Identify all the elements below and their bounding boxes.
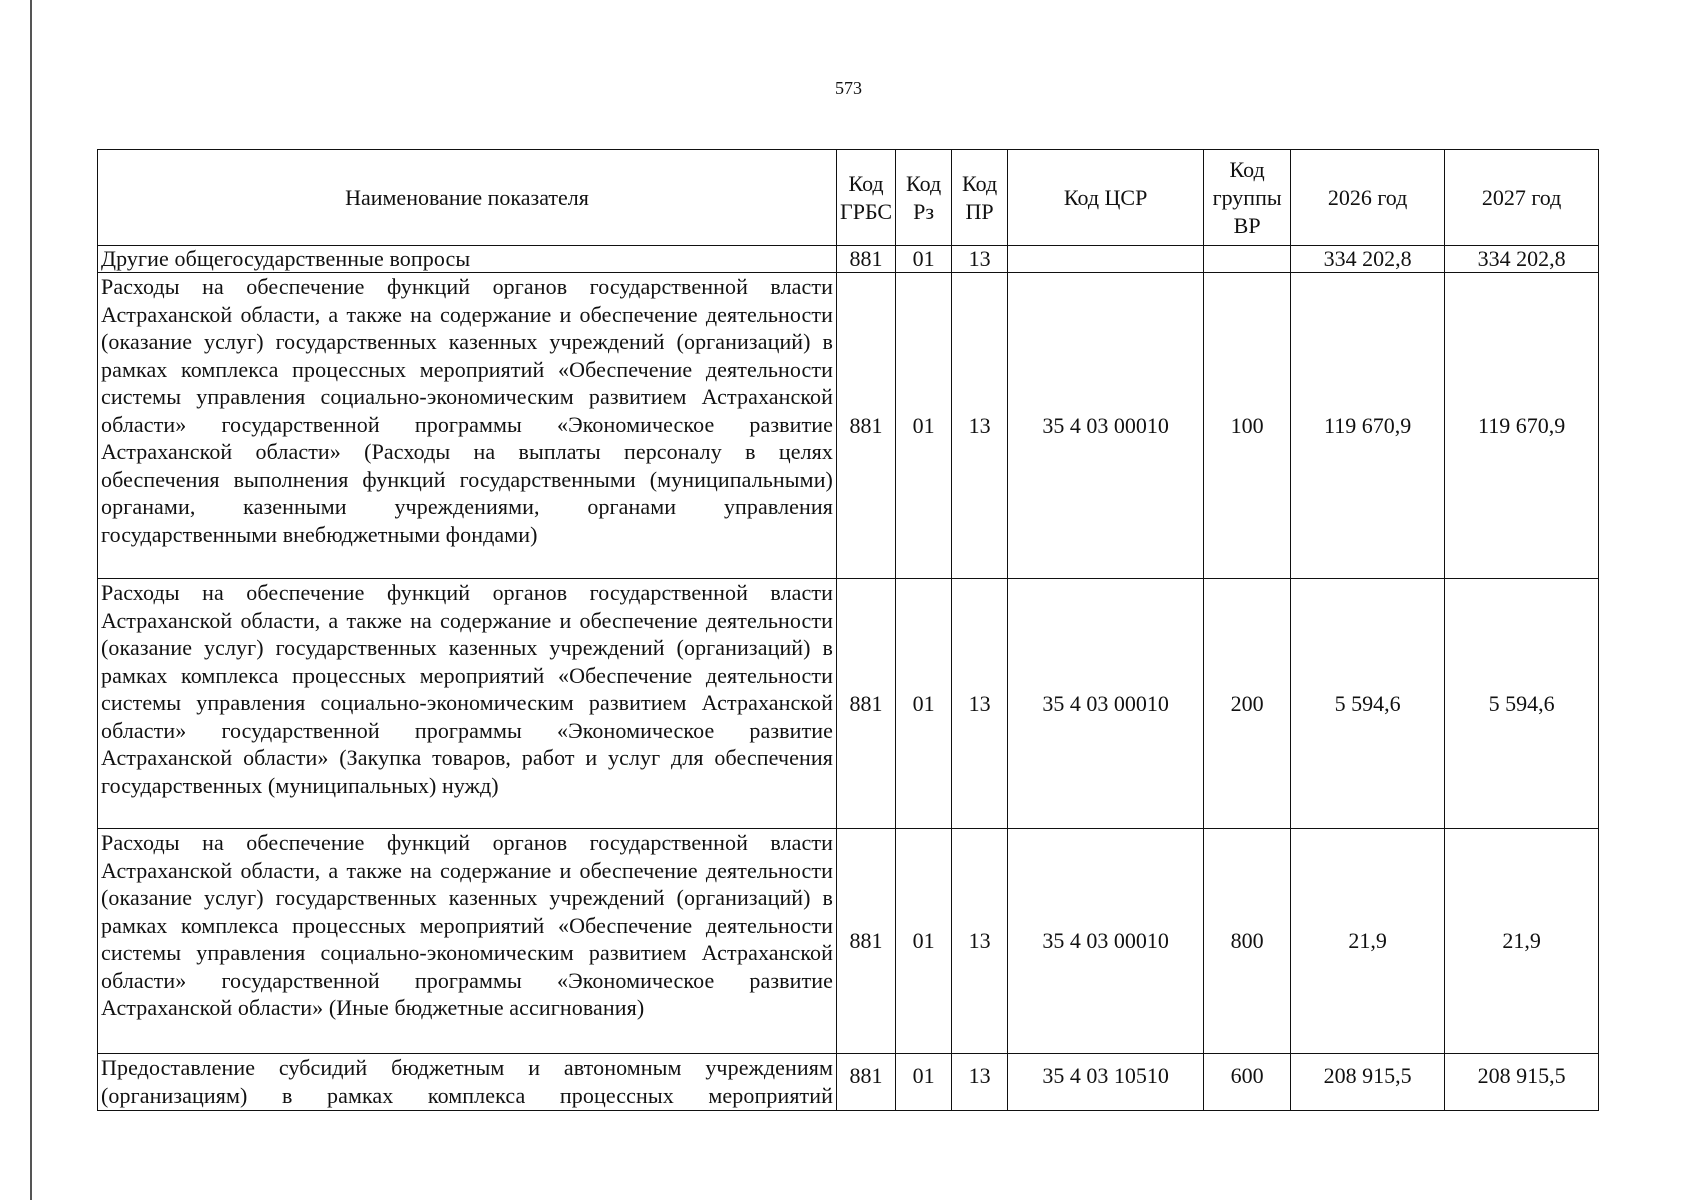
table-row: [98, 273, 1599, 579]
header-grbs: Код ГРБС: [837, 150, 896, 246]
row-2026: 334 202,8: [1291, 246, 1445, 273]
header-pr: Код ПР: [952, 150, 1008, 246]
row-pr: 13: [952, 273, 1008, 579]
table-row: [98, 246, 1599, 273]
row-csr: 35 4 03 10510: [1008, 1054, 1204, 1111]
row-pr: 13: [952, 1054, 1008, 1111]
row-grbs: 881: [837, 579, 896, 829]
row-vr: 600: [1204, 1054, 1291, 1111]
row-rz: 01: [896, 829, 952, 1054]
header-vr: Код группы ВР: [1204, 150, 1291, 246]
row-vr: 200: [1204, 579, 1291, 829]
row-vr: 800: [1204, 829, 1291, 1054]
row-grbs: 881: [837, 829, 896, 1054]
table-row: [98, 829, 1599, 1054]
row-2026: 21,9: [1291, 829, 1445, 1054]
row-pr: 13: [952, 829, 1008, 1054]
header-2026: 2026 год: [1291, 150, 1445, 246]
row-2026: 119 670,9: [1291, 273, 1445, 579]
row-csr: [1008, 246, 1204, 273]
page-number: 573: [835, 78, 862, 98]
row-csr: 35 4 03 00010: [1008, 829, 1204, 1054]
row-csr: 35 4 03 00010: [1008, 273, 1204, 579]
budget-table: [97, 149, 1599, 1111]
row-name: Расходы на обеспечение функций органов государственной власти Астраханской области, а также на содержание и обеспечение деятельности (оказание услуг) государственных казенных учреждений (организаций) в рамках комплекса процессных мероприятий «Обеспечение деятельности системы управления социально-экономическим развитием Астраханской области» государственной программы «Экономическое развитие Астраханской области» (Закупка товаров, работ и услуг для обеспечения государственных (муниципальных) нужд): [98, 579, 837, 829]
row-grbs: 881: [837, 1054, 896, 1111]
row-2027: 5 594,6: [1445, 579, 1599, 829]
row-name: Предоставление субсидий бюджетным и автономным учреждениям (организациям) в рамках комплекса процессных мероприятий: [98, 1054, 837, 1111]
row-rz: 01: [896, 1054, 952, 1111]
row-rz: 01: [896, 579, 952, 829]
row-2027: 119 670,9: [1445, 273, 1599, 579]
row-2026: 5 594,6: [1291, 579, 1445, 829]
row-name: Другие общегосударственные вопросы: [98, 246, 837, 273]
row-2027: 21,9: [1445, 829, 1599, 1054]
row-rz: 01: [896, 246, 952, 273]
row-pr: 13: [952, 246, 1008, 273]
row-grbs: 881: [837, 273, 896, 579]
table-header-row: [98, 150, 1599, 246]
row-grbs: 881: [837, 246, 896, 273]
row-csr: 35 4 03 00010: [1008, 579, 1204, 829]
row-2027: 334 202,8: [1445, 246, 1599, 273]
header-2027: 2027 год: [1445, 150, 1599, 246]
row-rz: 01: [896, 273, 952, 579]
header-name: Наименование показателя: [98, 150, 837, 246]
table-row: [98, 1054, 1599, 1111]
table-row: [98, 579, 1599, 829]
row-vr: [1204, 246, 1291, 273]
row-name: Расходы на обеспечение функций органов государственной власти Астраханской области, а также на содержание и обеспечение деятельности (оказание услуг) государственных казенных учреждений (организаций) в рамках комплекса процессных мероприятий «Обеспечение деятельности системы управления социально-экономическим развитием Астраханской области» государственной программы «Экономическое развитие Астраханской области» (Иные бюджетные ассигнования): [98, 829, 837, 1054]
row-vr: 100: [1204, 273, 1291, 579]
row-name: Расходы на обеспечение функций органов государственной власти Астраханской области, а также на содержание и обеспечение деятельности (оказание услуг) государственных казенных учреждений (организаций) в рамках комплекса процессных мероприятий «Обеспечение деятельности системы управления социально-экономическим развитием Астраханской области» государственной программы «Экономическое развитие Астраханской области» (Расходы на выплаты персоналу в целях обеспечения выполнения функций государственными (муниципальными) органами, казенными учреждениями, органами управления государственными внебюджетными фондами): [98, 273, 837, 579]
row-2026: 208 915,5: [1291, 1054, 1445, 1111]
header-csr: Код ЦСР: [1008, 150, 1204, 246]
header-rz: Код Рз: [896, 150, 952, 246]
row-2027: 208 915,5: [1445, 1054, 1599, 1111]
row-pr: 13: [952, 579, 1008, 829]
left-margin-line: [30, 0, 32, 1200]
